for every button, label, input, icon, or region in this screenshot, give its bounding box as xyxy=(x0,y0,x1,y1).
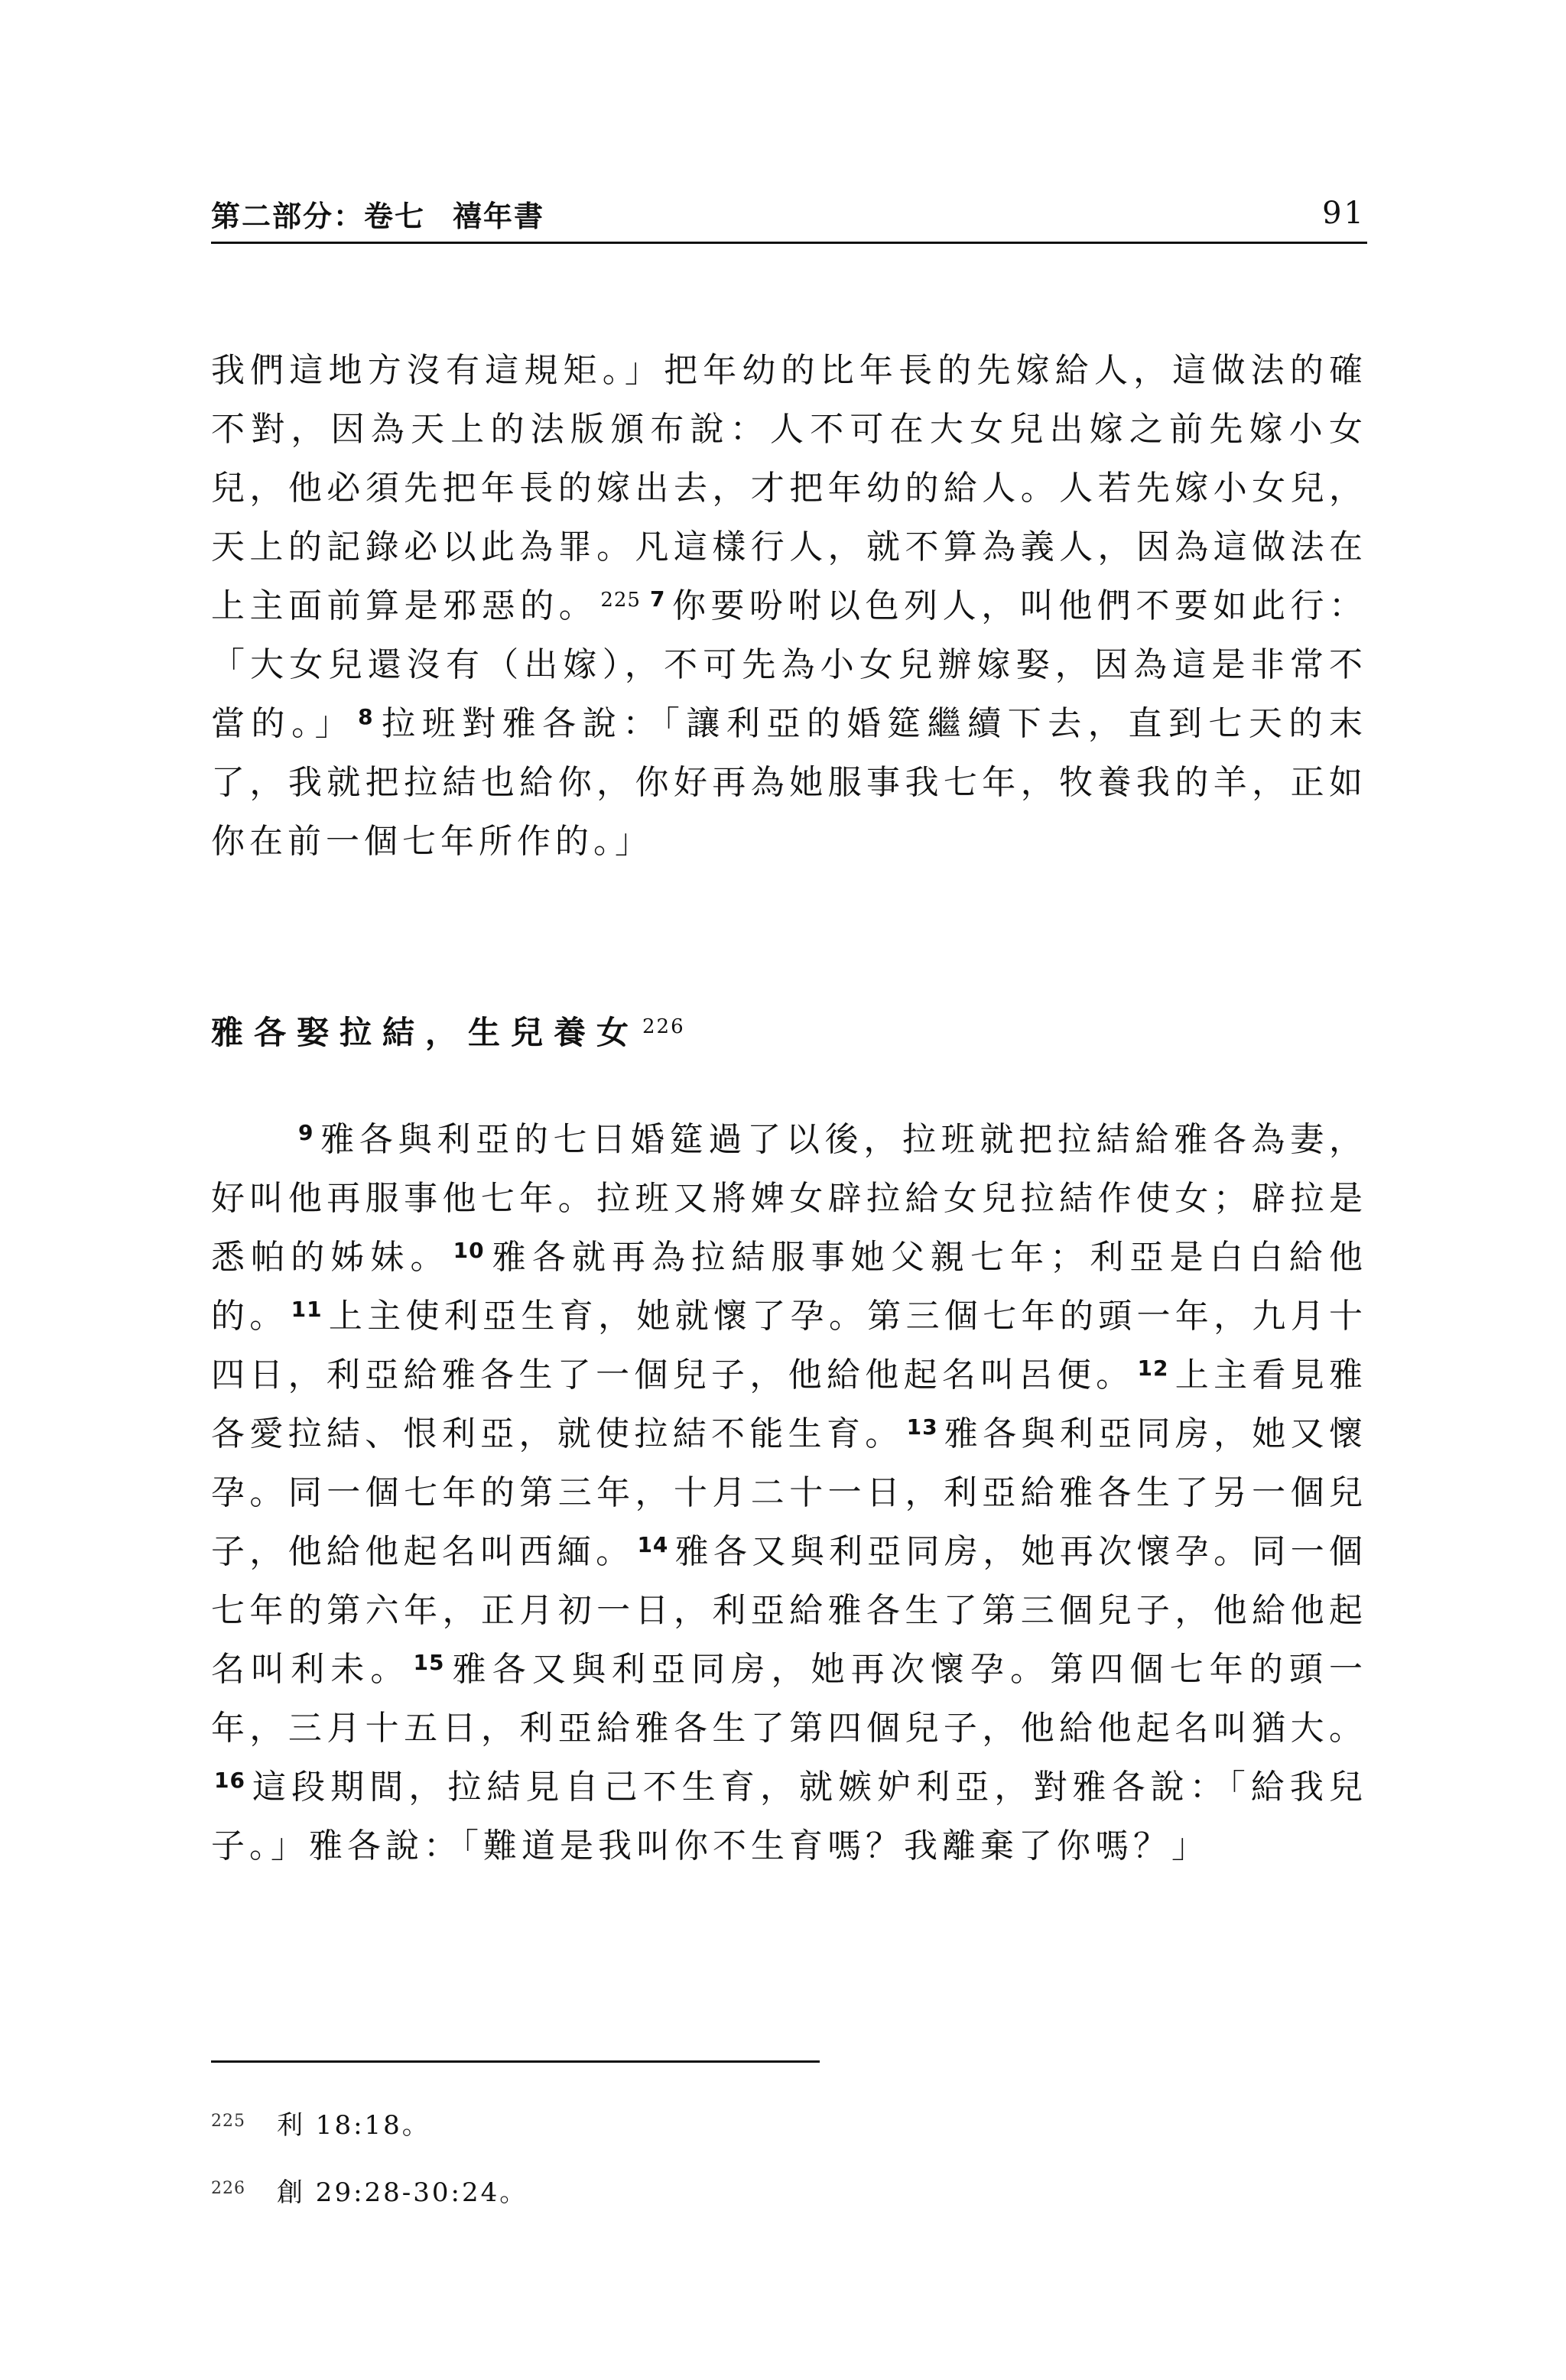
verse-text-14: 雅各又與利亞同房，她再次懷孕。同一個七年的第六年，正月初一日，利亞給雅各生了第三個兒子，他給他起名叫利未。 xyxy=(211,1532,1368,1689)
verse-text-13: 雅各與利亞同房，她又懷孕。同一個七年的第三年，十月二十一日，利亞給雅各生了另一個兒子，他給他起名叫西緬。 xyxy=(211,1414,1368,1571)
section-title: 雅各娶拉結，生兒養女 xyxy=(211,1014,640,1051)
verse-number-13: 13 xyxy=(906,1414,938,1440)
verse-text-7: 你要吩咐以色列人，叫他們不要如此行：「大女兒還沒有（出嫁），不可先為小女兒辦嫁娶，因為這是非常不當的。」 xyxy=(211,586,1367,743)
footnote-225 xyxy=(211,2104,430,2141)
verse-number-14: 14 xyxy=(637,1532,669,1557)
verse-number-8: 8 xyxy=(358,704,374,729)
verse-text-16: 這段期間，拉結見自己不生育，就嫉妒利亞，對雅各說：「給我兒子。」雅各說：「難道是我叫你不生育嗎？我離棄了你嗎？」 xyxy=(211,1768,1367,1865)
footnote-divider xyxy=(211,2060,820,2063)
footnote-226 xyxy=(211,2171,528,2209)
verse-text-8: 拉班對雅各說：「讓利亞的婚筵繼續下去，直到七天的末了，我就把拉結也給你，你好再為她服事我七年，牧養我的羊，正如你在前一個七年所作的。」 xyxy=(211,704,1367,861)
verse-text-15: 雅各又與利亞同房，她再次懷孕。第四個七年的頭一年，三月十五日，利亞給雅各生了第四個兒子，他給他起名叫猶大。 xyxy=(211,1650,1368,1748)
verse-number-7: 7 xyxy=(649,586,666,612)
header-book-title: 禧年書 xyxy=(453,200,545,233)
page-number: 91 xyxy=(1322,196,1366,231)
verse-number-16: 16 xyxy=(214,1768,245,1793)
footnote-text: 創 29:28-30:24。 xyxy=(277,2177,528,2208)
footnote-ref-226[interactable]: 226 xyxy=(642,1015,685,1038)
verse-text-9: 雅各與利亞的七日婚筵過了以後，拉班就把拉結給雅各為妻，好叫他再服事他七年。拉班又將婢女辟拉給女兒拉結作使女；辟拉是悉帕的姊妹。 xyxy=(211,1120,1367,1277)
paragraph-text: 我們這地方沒有這規矩。」把年幼的比年長的先嫁給人，這做法的確不對，因為天上的法版頒布說：人不可在大女兒出嫁之前先嫁小女兒，他必須先把年長的嫁出去，才把年幼的給人。人若先嫁小女兒，天上的記錄必以此為罪。凡這樣行人，就不算為義人，因為這做法在上主面前算是邪惡的。 xyxy=(211,351,1367,625)
footnote-ref-225[interactable]: 225 xyxy=(600,589,641,612)
running-header xyxy=(211,188,1367,244)
paragraph-continued xyxy=(211,341,1367,871)
header-title xyxy=(211,193,544,235)
verse-number-15: 15 xyxy=(413,1650,445,1675)
verse-number-9: 9 xyxy=(298,1120,314,1145)
verse-number-12: 12 xyxy=(1137,1356,1169,1381)
footnote-number: 225 xyxy=(211,2112,245,2131)
section-heading xyxy=(211,1008,691,1054)
paragraph-section xyxy=(211,1110,1367,1875)
verse-text-11: 上主使利亞生育，她就懷了孕。第三個七年的頭一年，九月十四日，利亞給雅各生了一個兒子，他給他起名叫呂便。 xyxy=(211,1297,1367,1395)
verse-number-11: 11 xyxy=(291,1297,323,1322)
verse-number-10: 10 xyxy=(453,1238,485,1263)
header-section: 第二部分：卷七 xyxy=(211,200,426,233)
footnote-number: 226 xyxy=(211,2179,245,2198)
verse-text-12: 上主看見雅各愛拉結、恨利亞，就使拉結不能生育。 xyxy=(211,1356,1368,1453)
footnote-text: 利 18:18。 xyxy=(277,2110,430,2141)
verse-text-10: 雅各就再為拉結服事她父親七年；利亞是白白給他的。 xyxy=(211,1238,1368,1336)
